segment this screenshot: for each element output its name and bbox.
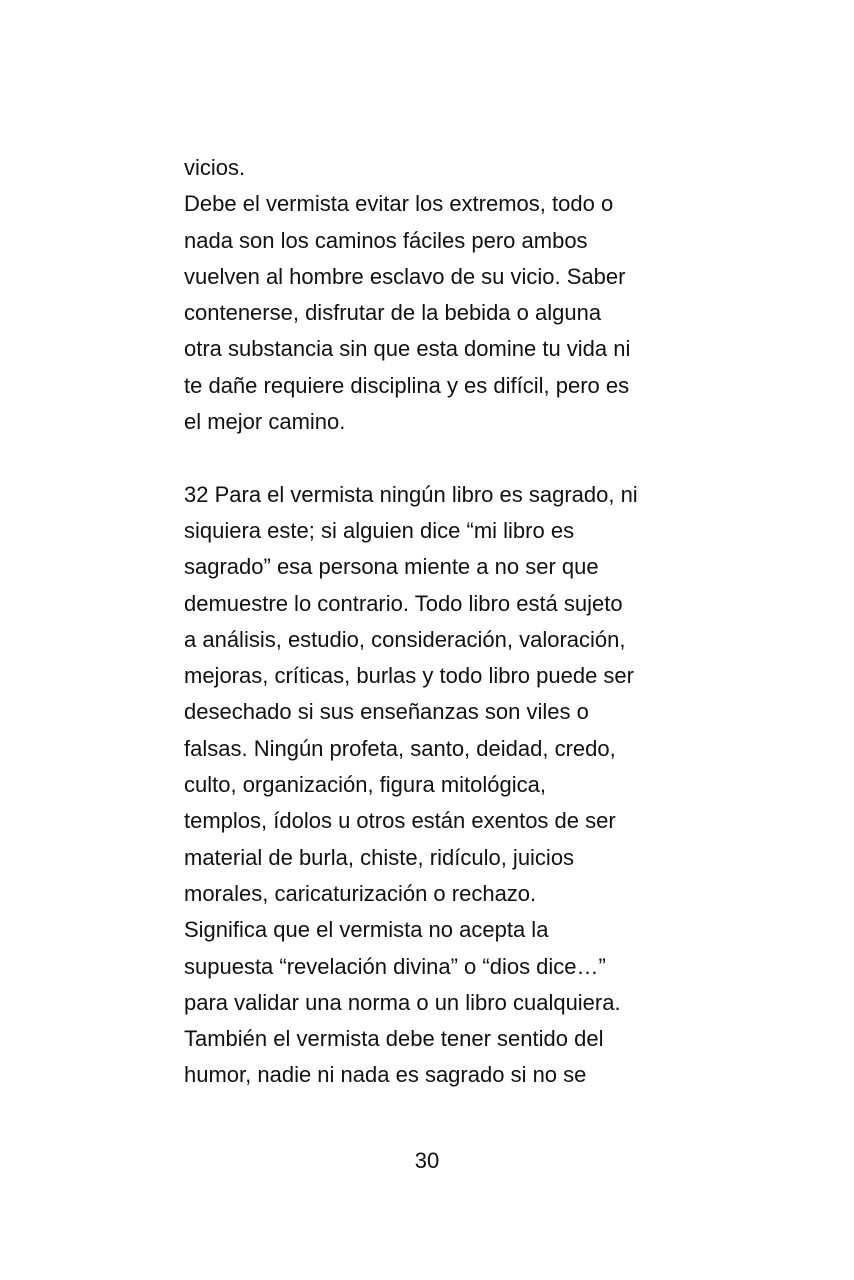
text-line: contenerse, disfrutar de la bebida o alguna (184, 300, 602, 326)
text-line: morales, caricaturización o rechazo. (184, 880, 537, 906)
text-line: a análisis, estudio, consideración, valoración, (184, 626, 626, 652)
text-line: demuestre lo contrario. Todo libro está sujeto (184, 590, 623, 616)
text-line: vicios. (184, 155, 246, 180)
text-line: 32 Para el vermista ningún libro es sagrado, ni (184, 481, 638, 507)
text-line: humor, nadie ni nada es sagrado si no se (184, 1062, 587, 1088)
text-line: desechado si sus enseñanzas son viles o (184, 699, 589, 725)
text-line: También el vermista debe tener sentido del (184, 1026, 604, 1052)
text-line: Debe el vermista evitar los extremos, todo o (184, 191, 614, 217)
body-text (184, 150, 684, 1094)
text-line: siquiera este; si alguien dice “mi libro es (184, 517, 575, 543)
text-line: templos, ídolos u otros están exentos de ser (184, 808, 616, 834)
text-line: nada son los caminos fáciles pero ambos (184, 227, 588, 253)
text-line: para validar una norma o un libro cualquiera. (184, 989, 621, 1015)
page-number: 30 (414, 1148, 440, 1173)
text-line: Significa que el vermista no acepta la (184, 917, 549, 943)
text-line: culto, organización, figura mitológica, (184, 772, 546, 798)
paragraph-break (184, 440, 684, 476)
text-line: falsas. Ningún profeta, santo, deidad, credo, (184, 735, 616, 761)
text-line: te dañe requiere disciplina y es difícil, pero es (184, 372, 630, 398)
text-line: sagrado” esa persona miente a no ser que (184, 554, 599, 580)
text-line: supuesta “revelación divina” o “dios dice…” (184, 953, 606, 979)
text-line: otra substancia sin que esta domine tu vida ni (184, 336, 631, 362)
text-line: vuelven al hombre esclavo de su vicio. Saber (184, 263, 626, 289)
text-line: mejoras, críticas, burlas y todo libro puede ser (184, 663, 634, 689)
text-line: el mejor camino. (184, 409, 346, 435)
text-line: material de burla, chiste, ridículo, juicios (184, 844, 575, 870)
